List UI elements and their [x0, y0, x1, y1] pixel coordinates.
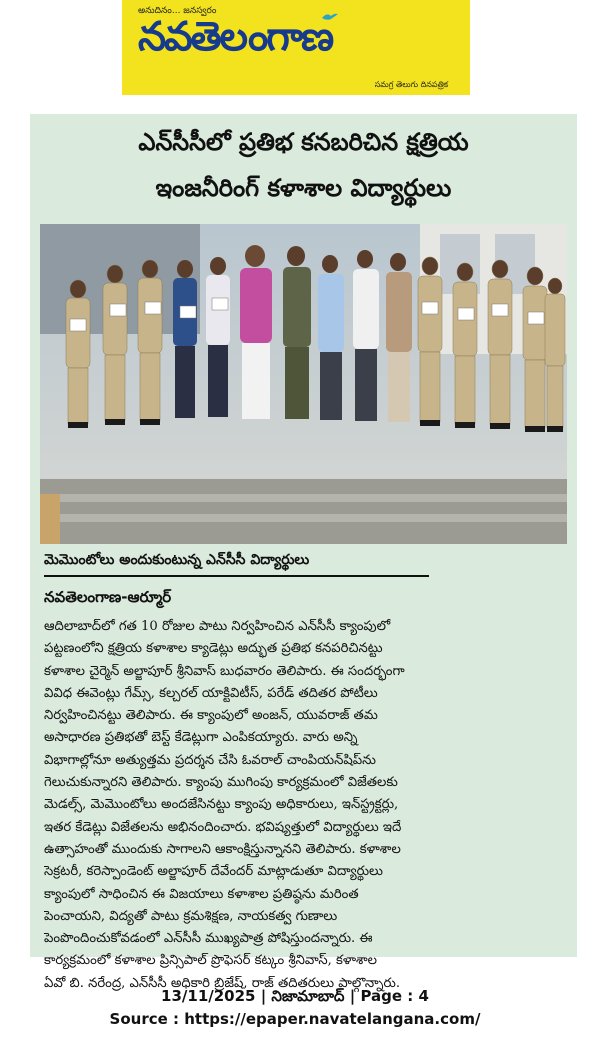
photo-caption: మెమొంటోలు అందుకుంటున్న ఎన్‌సీసీ విద్యార్థులు — [44, 552, 429, 577]
headline-line-1: ఎన్‌సీసీలో ప్రతిభ కనబరిచిన క్షత్రియ — [138, 128, 469, 156]
body-line: నిర్వహించినట్టు తెలిపారు. ఈ క్యాంపులో అంజన్, యువరాజ్ తమ — [44, 708, 378, 724]
body-line: వివిధ ఈవెంట్లు గేమ్స్, కల్చరల్ యాక్టివిటీస్, పరేడ్ తదితర పోటీలు — [44, 685, 378, 701]
masthead-subtitle: సమగ్ర తెలుగు దినపత్రిక — [374, 80, 448, 89]
body-line: అసాధారణ ప్రతిభతో బెస్ట్ కేడెట్లుగా ఎంపికయ్యారు. వారు అన్ని — [44, 730, 358, 746]
masthead-tagline: అనుదినం... జనస్వరం — [138, 6, 217, 16]
group-photo-illustration — [40, 224, 567, 544]
body-line: ఏవో బి. నరేంద్ర, ఎన్‌సీసీ అధికారి బ్రిజేష్, రాజ్ తదితరులు పాల్గొన్నారు. — [44, 975, 401, 991]
body-line: కార్యక్రమంలో కళాశాల ప్రిన్సిపాల్ ప్రొఫెసర్ కట్కం శ్రీనివాస్, కళాశాల — [44, 953, 377, 969]
footer-source-link[interactable]: Source : https://epaper.navatelangana.com/ — [109, 1010, 481, 1028]
body-line: పట్టణంలోని క్షత్రియ కళాశాల క్యాడెట్లు అద్భుత ప్రతిభ కనపరిచినట్టు — [44, 641, 383, 657]
body-line: కళాశాల చైర్మెన్ అల్జాపూర్ శ్రీనివాస్ బుధవారం తెలిపారు. ఈ సందర్భంగా — [44, 663, 405, 679]
body-line: పెంచాయని, విద్యతో పాటు క్రమశిక్షణ, నాయకత్వ గుణాలు — [44, 908, 338, 924]
body-line: ఇతర కేడెట్లు విజేతలను అభినందించారు. భవిష్యత్తులో విద్యార్థులు ఇదే — [44, 819, 402, 835]
body-line: గెలుచుకున్నారని తెలిపారు. క్యాంపు ముగింపు కార్యక్రమంలో విజేతలకు — [44, 775, 398, 791]
news-clipping — [30, 114, 577, 991]
body-line: విభాగాల్లోనూ అత్యుత్తమ ప్రదర్శన చేసి ఓవరాల్ చాంపియన్‌షిప్‌ను — [44, 752, 376, 768]
body-line: మెడల్స్, మెమొంటోలు అందజేసినట్టు క్యాంపు అధికారులు, ఇన్‌స్ట్రక్టర్లు, — [44, 797, 399, 813]
body-line: పెంపొందించుకోవడంలో ఎన్‌సీసీ ముఖ్యపాత్ర పోషిస్తుందన్నారు. ఈ — [44, 931, 373, 947]
group-photo — [40, 224, 567, 544]
body-line: క్యాంపులో సాధించిన ఈ విజయాలు కళాశాల ప్రతిష్ఠను మరింత — [44, 886, 359, 902]
body-line: ఉత్సాహంతో ముందుకు సాగాలని ఆకాంక్షిస్తున్నానని తెలిపారు. కళాశాల — [44, 841, 401, 857]
headline-line-2: ఇంజనీరింగ్ కళాశాల విద్యార్థులు — [155, 174, 452, 202]
newspaper-masthead — [122, 0, 470, 95]
article-byline: నవతెలంగాణ-ఆర్మూర్ — [44, 588, 172, 606]
footer-date-page: 13/11/2025 | నిజామాబాద్ | Page : 4 — [161, 987, 429, 1005]
body-line: సెక్రటరీ, కరెస్పాండెంట్ అల్జాపూర్ దేవేందర్ మాట్లాడుతూ విద్యార్థులు — [44, 864, 383, 880]
article-body — [44, 616, 566, 995]
masthead-logo: నవతెలంగాణ — [138, 14, 333, 60]
body-line: ఆదిలాబాద్‌లో గత 10 రోజుల పాటు నిర్వహించిన ఎన్‌సీసీ క్యాంపులో — [44, 619, 391, 634]
